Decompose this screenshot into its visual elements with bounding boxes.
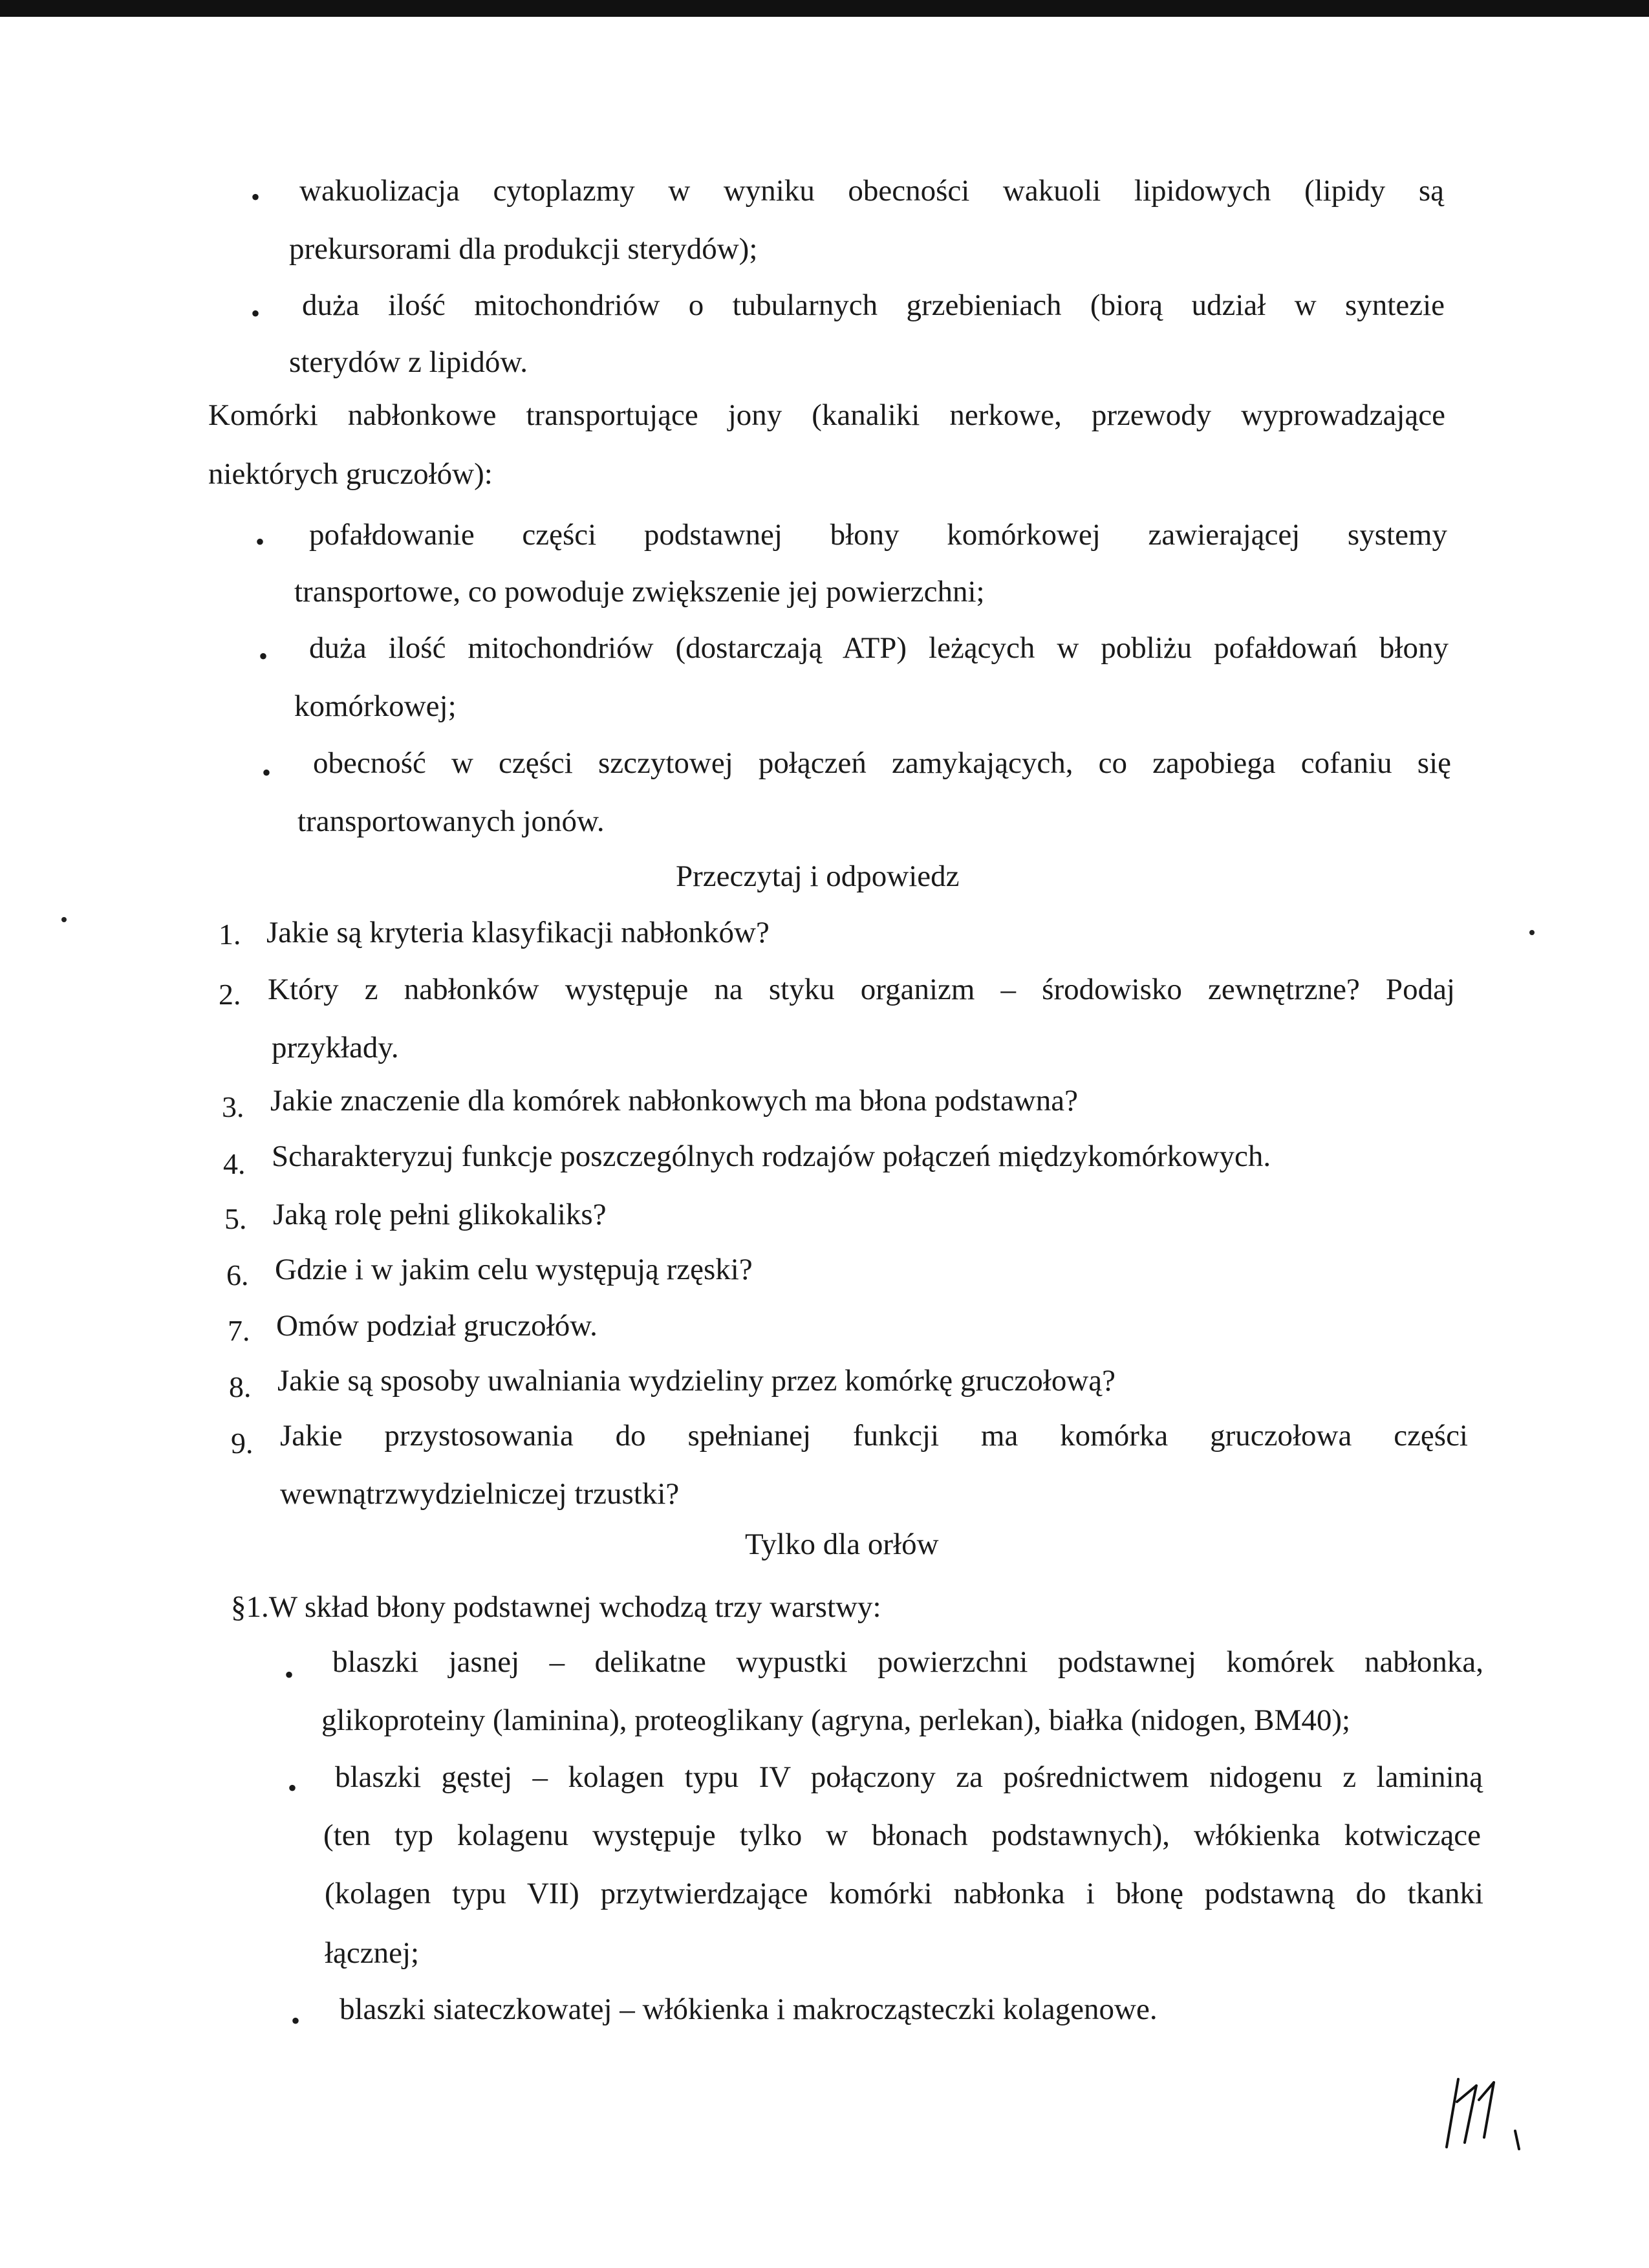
bullet-3-line-2: transportowe, co powoduje zwiększenie jej powierzchni;	[294, 575, 985, 609]
question-2-line-1: Który z nabłonków występuje na styku organizm – środowisko zewnętrzne? Podaj	[268, 973, 1455, 1006]
section-1-intro: §1.W skład błony podstawnej wchodzą trzy warstwy:	[231, 1590, 881, 1624]
bullet-8-line-1: blaszki siateczkowatej – włókienka i makrocząsteczki kolagenowe.	[339, 1993, 1158, 2026]
question-number: 7.	[228, 1314, 250, 1347]
bullet-7-line-3: (kolagen typu VII) przytwierdzające komórki nabłonka i błonę podstawną do tkanki	[325, 1877, 1483, 1910]
heading-only-for-eagles: Tylko dla orłów	[745, 1528, 939, 1561]
question-number: 1.	[219, 918, 241, 951]
question-9-line-2: wewnątrzwydzielniczej trzustki?	[280, 1477, 680, 1511]
question-number: 4.	[223, 1147, 246, 1180]
bullet-glyph: •	[251, 182, 261, 211]
scan-speck	[1529, 930, 1535, 935]
bullet-glyph: •	[259, 642, 268, 671]
bullet-5-line-1: obecność w części szczytowej połączeń zamykających, co zapobiega cofaniu się	[313, 746, 1451, 780]
bullet-2-line-1: duża ilość mitochondriów o tubularnych grzebieniach (biorą udział w syntezie	[302, 288, 1445, 322]
question-number: 5.	[224, 1202, 247, 1235]
bullet-glyph: •	[288, 1773, 297, 1802]
question-1: Jakie są kryteria klasyfikacji nabłonków?	[266, 916, 770, 949]
bullet-glyph: •	[285, 1660, 294, 1689]
bullet-1-line-1: wakuolizacja cytoplazmy w wyniku obecności wakuoli lipidowych (lipidy są	[299, 174, 1444, 208]
handwritten-page-number	[1439, 2066, 1536, 2157]
bullet-4-line-1: duża ilość mitochondriów (dostarczają ATP) leżących w pobliżu pofałdowań błony	[309, 631, 1449, 665]
bullet-3-line-1: pofałdowanie części podstawnej błony komórkowej zawierającej systemy	[309, 518, 1447, 552]
bullet-4-line-2: komórkowej;	[294, 689, 457, 723]
paragraph-ion-cells-line-1: Komórki nabłonkowe transportujące jony (kanaliki nerkowe, przewody wyprowadzające	[208, 398, 1445, 432]
bullet-glyph: •	[255, 527, 265, 556]
bullet-1-line-2: prekursorami dla produkcji sterydów);	[289, 232, 758, 266]
bullet-glyph: •	[262, 758, 272, 787]
heading-read-and-answer: Przeczytaj i odpowiedz	[676, 859, 960, 893]
question-number: 2.	[219, 978, 241, 1011]
question-6: Gdzie i w jakim celu występują rzęski?	[275, 1253, 753, 1286]
question-3: Jakie znaczenie dla komórek nabłonkowych ma błona podstawna?	[270, 1084, 1078, 1118]
bullet-glyph: •	[251, 299, 261, 328]
question-number: 9.	[231, 1427, 253, 1460]
question-8: Jakie są sposoby uwalniania wydzieliny przez komórkę gruczołową?	[277, 1364, 1116, 1398]
bullet-5-line-2: transportowanych jonów.	[297, 805, 605, 838]
question-5: Jaką rolę pełni glikokaliks?	[273, 1198, 607, 1231]
bullet-2-line-2: sterydów z lipidów.	[289, 345, 528, 379]
bullet-7-line-2: (ten typ kolagenu występuje tylko w błonach podstawnych), włókienka kotwiczące	[323, 1819, 1481, 1852]
question-number: 3.	[222, 1090, 244, 1123]
bullet-6-line-1: blaszki jasnej – delikatne wypustki powierzchni podstawnej komórek nabłonka,	[332, 1645, 1483, 1679]
question-4: Scharakteryzuj funkcje poszczególnych rodzajów połączeń międzykomórkowych.	[272, 1139, 1271, 1173]
scan-speck	[61, 917, 67, 922]
question-9-line-1: Jakie przystosowania do spełnianej funkcji ma komórka gruczołowa części	[280, 1419, 1468, 1453]
bullet-6-line-2: glikoproteiny (laminina), proteoglikany (agryna, perlekan), białka (nidogen, BM40);	[321, 1703, 1351, 1737]
question-number: 6.	[226, 1258, 249, 1291]
question-2-line-2: przykłady.	[272, 1031, 399, 1064]
bullet-7-line-1: blaszki gęstej – kolagen typu IV połączony za pośrednictwem nidogenu z lamininą	[335, 1760, 1483, 1794]
question-7: Omów podział gruczołów.	[276, 1309, 598, 1343]
paragraph-ion-cells-line-2: niektórych gruczołów):	[208, 457, 493, 491]
bullet-glyph: •	[291, 2006, 301, 2035]
bullet-7-line-4: łącznej;	[325, 1936, 420, 1970]
question-number: 8.	[229, 1370, 252, 1403]
